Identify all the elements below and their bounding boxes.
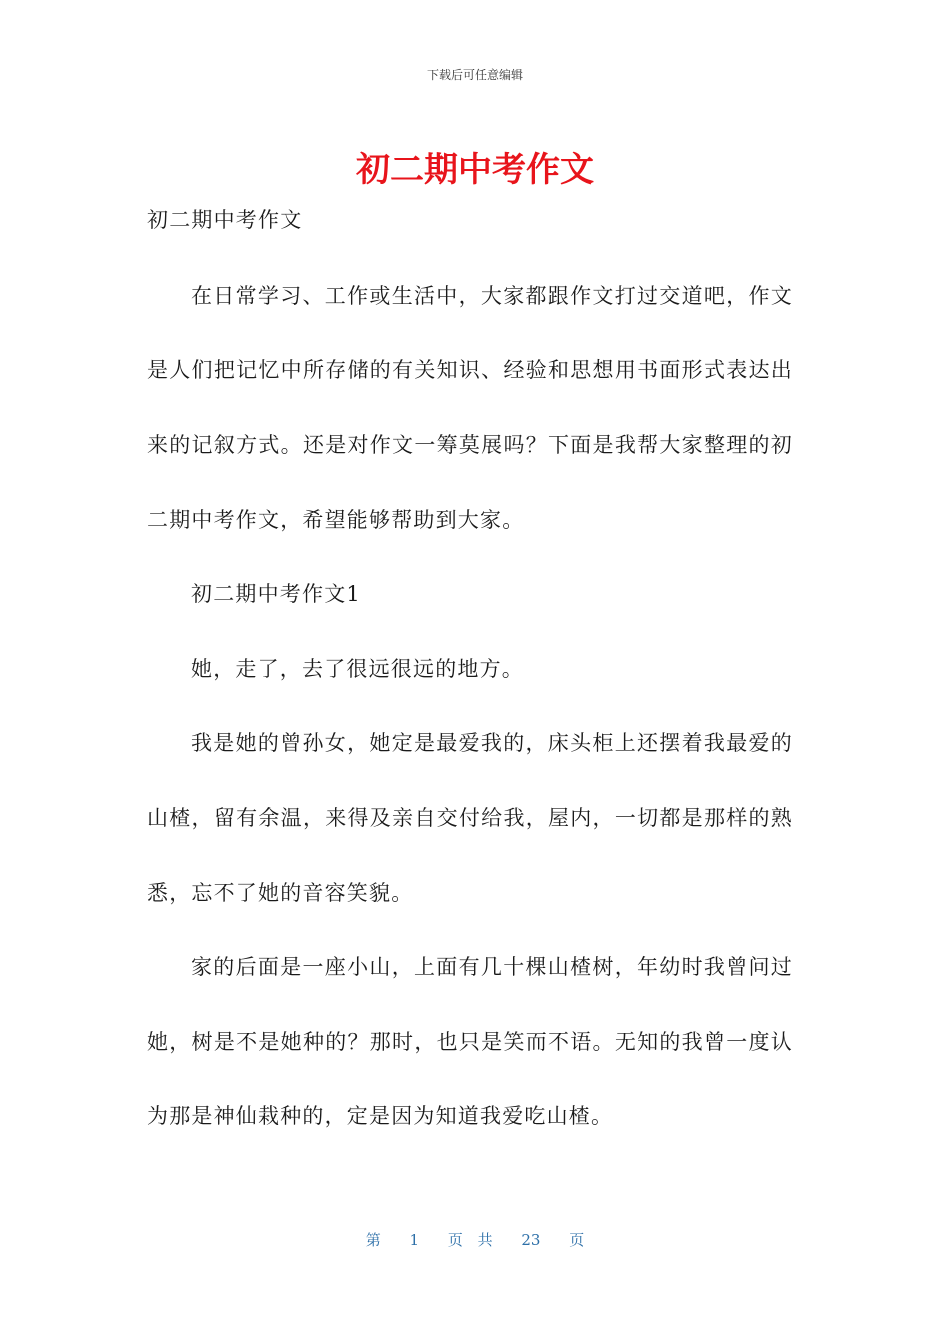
total-pages-number: 23 (521, 1231, 541, 1249)
section-heading: 初二期中考作文1 (191, 582, 361, 607)
document-subtitle: 初二期中考作文 (147, 208, 303, 232)
footer-mid: 页 共 (447, 1231, 493, 1249)
document-body (147, 202, 793, 1154)
header-note: 下载后可任意编辑 (426, 68, 523, 82)
current-page-number: 1 (409, 1231, 420, 1249)
footer-prefix: 第 (365, 1231, 381, 1249)
intro-paragraph: 在日常学习、工作或生活中，大家都跟作文打过交道吧，作文是人们把记忆中所存储的有关知识、经验和思想用书面形式表达出来的记叙方式。还是对作文一筹莫展吗？下面是我帮大家整理的初二期中考作文，希望能够帮助到大家。 (147, 283, 793, 532)
paragraph: 我是她的曾孙女，她定是最爱我的，床头柜上还摆着我最爱的山楂，留有余温，来得及亲自交付给我，屋内，一切都是那样的熟悉，忘不了她的音容笑貌。 (147, 731, 793, 905)
footer-suffix: 页 (569, 1231, 585, 1249)
document-title: 初二期中考作文 (356, 150, 594, 190)
paragraph: 她，走了，去了很远很远的地方。 (191, 656, 524, 681)
paragraph: 家的后面是一座小山，上面有几十棵山楂树，年幼时我曾问过她，树是不是她种的？那时，也只是笑而不语。无知的我曾一度认为那是神仙栽种的，定是因为知道我爱吃山楂。 (147, 955, 793, 1129)
page-footer (0, 1229, 950, 1250)
